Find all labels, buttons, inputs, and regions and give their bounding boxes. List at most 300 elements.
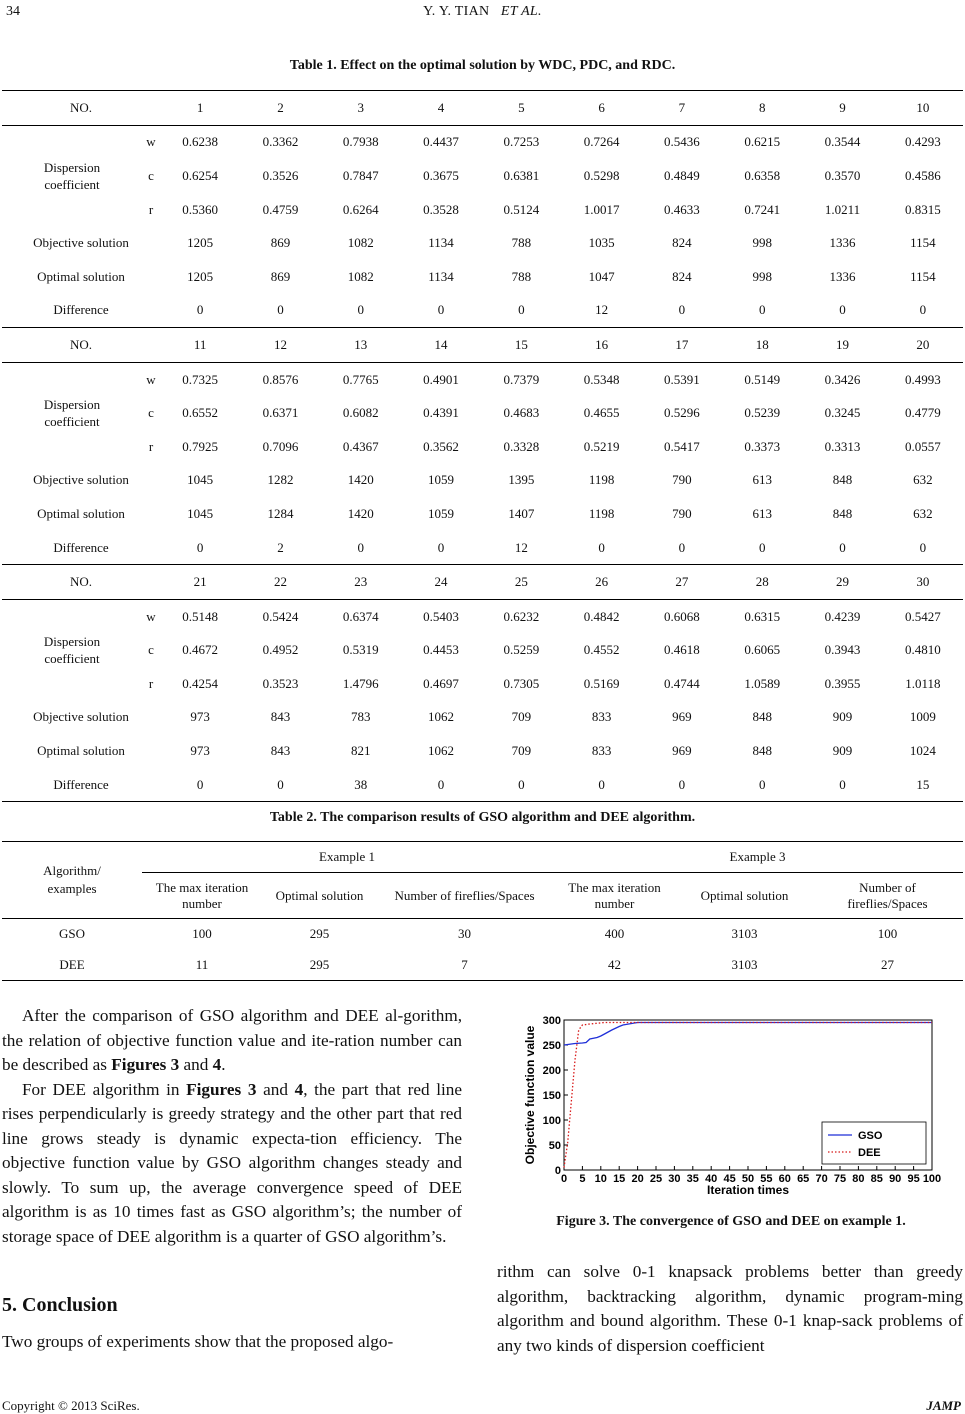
table-cell: 0.7264: [561, 125, 641, 159]
table-cell: 613: [752, 505, 772, 521]
table-cell: 824: [672, 235, 692, 251]
table-cell: 1198: [588, 505, 615, 521]
row-name: GSO: [2, 919, 142, 950]
cell: 3103: [677, 919, 812, 950]
table-cell: 1062: [428, 709, 455, 725]
cell: 27: [812, 950, 963, 981]
table-cell: 790: [672, 472, 692, 488]
x-axis-label: Iteration times: [706, 1183, 790, 1197]
table-cell: 0.4453: [423, 642, 459, 658]
x-tick-label: 0: [560, 1173, 568, 1185]
no-cell: 25: [481, 565, 561, 600]
table-cell: 0.5417: [664, 438, 700, 454]
table-cell: 0.7096: [262, 438, 299, 454]
figure3-ref-2[interactable]: Figures 3: [186, 1079, 257, 1099]
table-cell: 1154: [910, 235, 936, 251]
table-cell: 0.7241: [744, 201, 781, 217]
table-cell: 0.6232: [481, 599, 561, 633]
max-iter3-line-1: The max iteration: [568, 879, 661, 895]
dispersion-line-2: coefficient: [44, 176, 100, 192]
table-cell: 0: [678, 539, 686, 555]
table1-objective-row: [2, 701, 963, 735]
table2-row-dee: [2, 950, 963, 981]
table2-col-optimal-3: Optimal solution: [700, 887, 789, 903]
row-label-difference: Difference: [2, 768, 160, 802]
legend-label-gso: GSO: [858, 1130, 883, 1142]
table-cell: 0.7765: [321, 362, 401, 396]
table-cell: 0: [561, 768, 641, 802]
table-cell: 0.4952: [262, 642, 299, 658]
table-cell: 790: [672, 505, 692, 521]
table-cell: 0.4849: [664, 167, 700, 183]
cell: 400: [552, 919, 677, 950]
table-cell: 0: [919, 539, 927, 555]
table-cell: 0.6068: [642, 599, 722, 633]
table-cell: 632: [913, 505, 933, 521]
table-cell: 709: [511, 743, 532, 759]
table-cell: 0.3245: [824, 405, 861, 421]
table-cell: 0.3570: [824, 167, 861, 183]
table-cell: 848: [752, 743, 772, 759]
no-cell: 4: [401, 91, 481, 126]
dispersion-line-2: coefficient: [44, 651, 100, 667]
table-cell: 0: [722, 768, 802, 802]
table1-objective-row: [2, 226, 963, 260]
sub-label-r: r: [148, 675, 154, 691]
table-cell: 0: [437, 539, 445, 555]
table-cell: 0.8576: [240, 362, 320, 396]
para1-text: After the comparison of GSO algorithm and DEE al-gorithm, the relation of objective function value and ite-ration number can be described as: [2, 1006, 462, 1074]
table-cell: 0.3523: [262, 675, 299, 691]
table2-col-optimal: Optimal solution: [275, 887, 364, 903]
table-cell: 848: [832, 505, 853, 521]
table2-col-max-iter-3: [552, 873, 677, 919]
x-tick-label: 55: [760, 1173, 773, 1185]
table-cell: 0: [598, 539, 605, 555]
table1-difference-row: [2, 768, 963, 802]
figure4-ref-2[interactable]: 4: [294, 1079, 304, 1099]
sub-label-w: w: [142, 362, 160, 396]
table-cell: 613: [752, 472, 772, 488]
figure3-ref[interactable]: Figures 3: [111, 1055, 180, 1074]
row-label-difference: Difference: [53, 302, 109, 318]
table1-r-row: [2, 667, 963, 701]
table-cell: 0.6238: [160, 125, 240, 159]
row-label-objective: Objective solution: [33, 235, 129, 251]
table-cell: 0.4759: [262, 201, 299, 217]
cell: 100: [142, 919, 262, 950]
table-cell: 0.7379: [481, 362, 561, 396]
table-cell: 0.8315: [904, 201, 941, 217]
no-cell: 11: [160, 328, 240, 363]
table-cell: 0.3313: [824, 438, 861, 454]
table-cell: 0: [357, 539, 364, 555]
table-cell: 0.5124: [503, 201, 540, 217]
table-cell: 1035: [588, 235, 615, 251]
table1-optimal-row: [2, 497, 963, 531]
table1-no-row: [2, 328, 963, 363]
table-cell: 0.6264: [342, 201, 379, 217]
table-cell: 0: [357, 302, 364, 318]
x-tick-label: 50: [741, 1173, 755, 1185]
table1-optimal-row: [2, 734, 963, 768]
no-cell: 12: [240, 328, 320, 363]
table-cell: 1.0017: [583, 201, 620, 217]
sub-label-r: r: [148, 438, 154, 454]
table-cell: 0: [518, 302, 525, 318]
x-tick-label: 90: [889, 1173, 902, 1185]
table-cell: 1.4796: [342, 675, 379, 691]
figure3-caption: Figure 3. The convergence of GSO and DEE on example 1.: [556, 1214, 906, 1229]
table-cell: 0.5239: [744, 405, 781, 421]
table-cell: 0: [802, 768, 882, 802]
table-cell: 632: [913, 472, 933, 488]
sub-label-w: w: [142, 125, 160, 159]
series-line-gso: [564, 1023, 932, 1046]
table1: [2, 90, 963, 802]
no-cell: 29: [802, 565, 882, 600]
no-cell: 20: [883, 328, 963, 363]
no-cell: 21: [160, 565, 240, 600]
row-label-objective: Objective solution: [33, 472, 129, 488]
x-tick-label: 45: [723, 1173, 736, 1185]
table-cell: 0.3373: [744, 438, 781, 454]
table2-row-gso: [2, 919, 963, 950]
table-cell: 843: [270, 709, 291, 725]
table2-col-max-iter: [142, 873, 262, 919]
table-cell: 0.5219: [583, 438, 620, 454]
table1-difference-row: [2, 294, 963, 328]
x-tick-label: 35: [686, 1173, 699, 1185]
table-cell: 1059: [428, 472, 455, 488]
x-tick-label: 65: [797, 1173, 810, 1185]
table-cell: 12: [514, 539, 528, 555]
table1-w-row: [2, 599, 963, 633]
table-cell: 833: [591, 743, 612, 759]
table-cell: 1082: [347, 235, 374, 251]
table-cell: 0: [277, 302, 284, 318]
dispersion-coefficient-label: [2, 362, 142, 463]
table2-example1-header: Example 1: [142, 842, 552, 873]
table-cell: 0: [481, 768, 561, 802]
table-cell: 1024: [909, 743, 936, 759]
table-cell: 1336: [829, 268, 856, 284]
table-cell: 0.4586: [904, 167, 941, 183]
table-cell: 0.6065: [744, 642, 781, 658]
table-cell: 1082: [347, 268, 374, 284]
no-cell: 23: [321, 565, 401, 600]
table-cell: 1.0211: [824, 201, 861, 217]
no-cell: 22: [240, 565, 320, 600]
table-cell: 0.3675: [423, 167, 459, 183]
sub-label-w: w: [142, 599, 160, 633]
table-cell: 909: [832, 743, 853, 759]
table-cell: 0.5427: [883, 599, 963, 633]
table-cell: 12: [595, 302, 609, 318]
y-tick-label: 0: [554, 1165, 561, 1177]
table-cell: 1.0118: [905, 675, 941, 691]
table-cell: 1336: [829, 235, 856, 251]
row-label-optimal: Optimal solution: [37, 268, 125, 284]
y-tick-label: 50: [548, 1140, 561, 1152]
y-tick-label: 200: [542, 1065, 561, 1077]
table-cell: 1407: [508, 505, 535, 521]
table-cell: 843: [270, 743, 291, 759]
table-cell: 1282: [267, 472, 294, 488]
no-cell: 13: [321, 328, 401, 363]
table-cell: 1198: [588, 472, 615, 488]
table-cell: 0.4367: [342, 438, 379, 454]
table-cell: 1205: [187, 268, 214, 284]
page-number: 34: [6, 4, 20, 19]
table-cell: 0.7938: [321, 125, 401, 159]
table-cell: 1.0589: [744, 675, 781, 691]
table-cell: 0: [758, 539, 766, 555]
table-cell: 0.5348: [561, 362, 641, 396]
table-cell: 0.7847: [342, 167, 379, 183]
table-cell: 973: [190, 743, 210, 759]
table-cell: 0.5391: [642, 362, 722, 396]
fireflies3-line-2: fireflies/Spaces: [847, 895, 928, 911]
table-cell: 0.5169: [583, 675, 620, 691]
table-cell: 0: [678, 302, 686, 318]
table-cell: 0.3328: [503, 438, 540, 454]
table-cell: 0.4901: [401, 362, 481, 396]
table1-c-row: [2, 396, 963, 430]
table-cell: 1062: [428, 743, 455, 759]
table-cell: 909: [832, 709, 853, 725]
cell: 42: [552, 950, 677, 981]
table-cell: 0.4618: [664, 642, 700, 658]
table-cell: 1134: [428, 268, 454, 284]
table-cell: 973: [190, 709, 210, 725]
table-cell: 0.5436: [642, 125, 722, 159]
table-cell: 0.7925: [182, 438, 219, 454]
no-cell: 8: [722, 91, 802, 126]
row-label-objective: Objective solution: [33, 709, 129, 725]
table-cell: 0.3528: [423, 201, 459, 217]
table-cell: 0.3955: [824, 675, 861, 691]
x-tick-label: 40: [705, 1173, 718, 1185]
and-text: and: [179, 1055, 213, 1074]
no-cell: 10: [883, 91, 963, 126]
table-cell: 0.4655: [583, 405, 620, 421]
table-cell: 0.4437: [401, 125, 481, 159]
table-cell: 0: [758, 302, 766, 318]
period: .: [221, 1055, 226, 1074]
table-cell: 0: [919, 302, 927, 318]
table-cell: 1045: [187, 505, 214, 521]
x-tick-label: 100: [922, 1173, 942, 1185]
table-cell: 0.4672: [182, 642, 219, 658]
no-cell: 18: [722, 328, 802, 363]
x-tick-label: 60: [778, 1173, 791, 1185]
table-cell: 0.7325: [160, 362, 240, 396]
table-cell: 0.4779: [904, 405, 941, 421]
table-cell: 0.3426: [802, 362, 882, 396]
header-authors: Y. Y. TIAN: [423, 4, 490, 19]
no-cell: 14: [401, 328, 481, 363]
table-cell: 969: [672, 709, 692, 725]
no-cell: 17: [642, 328, 722, 363]
footer-copyright: Copyright © 2013 SciRes.: [2, 1398, 140, 1413]
footer-journal: JAMP: [926, 1398, 961, 1413]
no-cell: 9: [802, 91, 882, 126]
table-cell: 1154: [910, 268, 936, 284]
x-tick-label: 20: [631, 1173, 644, 1185]
body-right-column: rithm can solve 0-1 knapsack problems better than greedy algorithm, backtracking algorithm, dynamic program-ming algorithm and bound algorithm. These 0-1 knap-sack problems of any two kinds of dispersion coefficient: [497, 1262, 963, 1355]
table-cell: 0: [240, 768, 320, 802]
row-label-difference: Difference: [53, 539, 109, 555]
table-cell: 0.3943: [824, 642, 861, 658]
table-cell: 0: [196, 539, 204, 555]
x-tick-label: 95: [907, 1173, 920, 1185]
table-cell: 969: [672, 743, 692, 759]
table-cell: 0.4391: [423, 405, 459, 421]
no-label: NO.: [2, 565, 160, 600]
y-tick-label: 300: [542, 1015, 561, 1027]
no-cell: 26: [561, 565, 641, 600]
running-header: [0, 4, 965, 20]
table-cell: 1395: [508, 472, 535, 488]
no-cell: 24: [401, 565, 481, 600]
fireflies3-line-1: Number of: [859, 879, 916, 895]
table-cell: 0: [401, 768, 481, 802]
table-cell: 1205: [187, 235, 214, 251]
table2-col-fireflies: Number of fireflies/Spaces: [394, 887, 535, 903]
table-cell: 1284: [267, 505, 294, 521]
table-cell: 0.6381: [503, 167, 540, 183]
table-cell: 2: [277, 539, 284, 555]
figure4-ref[interactable]: 4: [212, 1055, 222, 1074]
cell: 100: [812, 919, 963, 950]
table-cell: 0.5424: [240, 599, 320, 633]
cell: 295: [262, 919, 377, 950]
sub-label-c: c: [148, 405, 154, 421]
max-iter-line-1: The max iteration: [155, 879, 249, 895]
table-cell: 0: [642, 768, 722, 802]
table-cell: 0.4239: [802, 599, 882, 633]
table-cell: 869: [270, 268, 291, 284]
table-cell: 0.5296: [664, 405, 700, 421]
table-cell: 0.4842: [561, 599, 641, 633]
table1-objective-row: [2, 464, 963, 498]
x-tick-label: 85: [870, 1173, 883, 1185]
table2-col-fireflies-3: [812, 873, 963, 919]
table1-w-row: [2, 125, 963, 159]
conclusion-text: Two groups of experiments show that the proposed algo-: [2, 1332, 394, 1351]
x-tick-label: 30: [668, 1173, 681, 1185]
sub-label-c: c: [148, 167, 154, 183]
table-cell: 0.5149: [722, 362, 802, 396]
x-tick-label: 10: [594, 1173, 607, 1185]
row-label-optimal: Optimal solution: [37, 743, 125, 759]
table-cell: 1420: [347, 472, 374, 488]
no-cell: 1: [160, 91, 240, 126]
no-cell: 2: [240, 91, 320, 126]
table-cell: 0.5403: [401, 599, 481, 633]
para2-text-b: , the part that red line rises perpendicularly is greedy strategy and the other part that red line grows steady is dynamic expecta-tion efficiency. The objective function value by GSO algorithm changes steady and slowly. To sum up, the average convergence speed of DEE algorithm is as 10 times fast as GSO algorithm’s; the number of storage space of DEE algorithm is a quarter of GSO algorithm’s.: [2, 1079, 462, 1246]
x-tick-label: 5: [579, 1173, 586, 1185]
table-cell: 0: [839, 539, 846, 555]
y-tick-label: 250: [542, 1040, 561, 1052]
table-cell: 0.6552: [182, 405, 219, 421]
table-cell: 998: [752, 235, 772, 251]
cell: 30: [377, 919, 552, 950]
table2-corner: [2, 842, 142, 919]
no-cell: 6: [561, 91, 641, 126]
dispersion-line-1: Dispersion: [43, 159, 101, 175]
max-iter3-line-2: number: [594, 895, 635, 911]
dispersion-line-2: coefficient: [44, 414, 100, 430]
table-cell: 848: [752, 709, 772, 725]
x-tick-label: 75: [833, 1173, 847, 1185]
x-tick-label: 70: [815, 1173, 828, 1185]
para2-text-a: For DEE algorithm in: [22, 1079, 187, 1099]
y-axis-label: Objective function value: [523, 1025, 537, 1165]
body-left-column: [2, 1004, 462, 1249]
table-cell: 869: [270, 235, 291, 251]
table-cell: 0.7305: [503, 675, 540, 691]
table-cell: 0.3562: [423, 438, 459, 454]
table1-w-row: [2, 362, 963, 396]
x-tick-label: 80: [852, 1173, 865, 1185]
table-cell: 1059: [428, 505, 455, 521]
table2-example3-header: Example 3: [552, 842, 963, 873]
table-cell: 0.3526: [262, 167, 299, 183]
x-tick-label: 25: [649, 1173, 663, 1185]
table-cell: 0.4993: [883, 362, 963, 396]
table-cell: 0.6358: [744, 167, 781, 183]
dispersion-line-1: Dispersion: [43, 397, 101, 413]
y-tick-label: 100: [542, 1115, 561, 1127]
row-name: DEE: [2, 950, 142, 981]
figure3-chart: [522, 1012, 962, 1202]
paragraph-2: [2, 1078, 462, 1250]
table1-c-row: [2, 159, 963, 193]
header-et-al: ET AL.: [500, 4, 542, 19]
table-cell: 833: [591, 709, 612, 725]
table-cell: 0.4697: [423, 675, 459, 691]
table-cell: 15: [883, 768, 963, 802]
legend-label-dee: DEE: [858, 1147, 881, 1159]
table2: [2, 841, 963, 981]
table2-caption: Table 2. The comparison results of GSO algorithm and DEE algorithm.: [269, 810, 696, 825]
table-cell: 1009: [909, 709, 936, 725]
table-cell: 0.6315: [722, 599, 802, 633]
table-cell: 0.4293: [883, 125, 963, 159]
no-cell: 15: [481, 328, 561, 363]
table-cell: 0.4552: [583, 642, 620, 658]
table-cell: 788: [511, 235, 532, 251]
table1-r-row: [2, 193, 963, 227]
table-cell: 1420: [347, 505, 374, 521]
corner-line-2: examples: [47, 881, 97, 896]
table-cell: 0.3544: [802, 125, 882, 159]
table-cell: 998: [752, 268, 772, 284]
table-cell: 0: [839, 302, 846, 318]
no-cell: 3: [321, 91, 401, 126]
cell: 11: [142, 950, 262, 981]
no-cell: 28: [722, 565, 802, 600]
table-cell: 0.4810: [904, 642, 941, 658]
no-cell: 16: [561, 328, 641, 363]
table-cell: 0.5298: [583, 167, 620, 183]
cell: 3103: [677, 950, 812, 981]
paragraph-1: [2, 1004, 462, 1078]
dispersion-coefficient-label: [2, 125, 142, 226]
table-cell: 1134: [428, 235, 454, 251]
